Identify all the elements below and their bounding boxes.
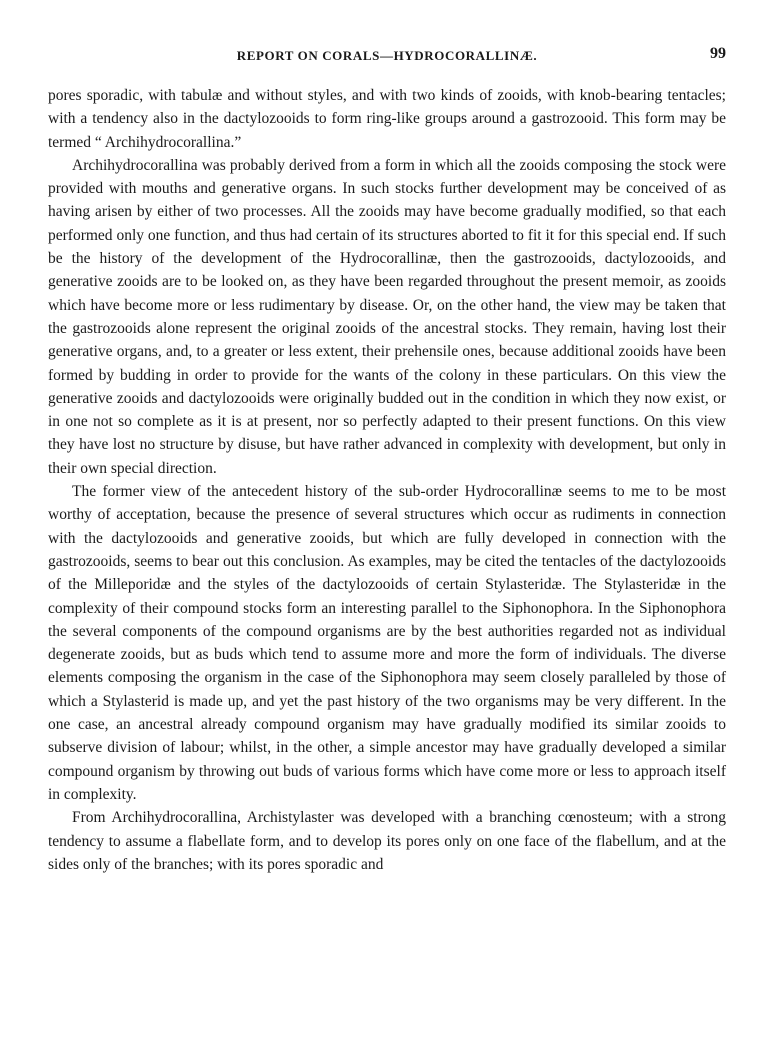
document-page bbox=[48, 44, 726, 876]
paragraph-continuation: pores sporadic, with tabulæ and without styles, and with two kinds of zooids, with knob-bearing tentacles; with a tendency also in the dactylozooids to form ring-like groups around a gastrozooid. This form may be termed “ Archihydrocorallina.” bbox=[48, 87, 726, 151]
page-header bbox=[48, 44, 726, 72]
paragraph-former-view: The former view of the antecedent history of the sub-order Hydrocorallinæ seems to me to be most worthy of acceptation, because the presence of several structures which occur as rudiments in connection with the dactylozooids and generative zooids, but which are fully developed in connection with the gastrozooids, seems to bear out this conclusion. As examples, may be cited the tentacles of the dactylozooids of the Milleporidæ and the styles of the dactylozooids of certain Stylasteridæ. The Stylasteridæ in the complexity of their compound stocks form an interesting parallel to the Siphonophora. In the Siphonophora the several components of the compound organisms are by the best authorities regarded not as individual degenerate zooids, but as buds which tend to assume more and more the form of individuals. The diverse elements composing the organism in the case of the Siphonophora may seem closely paralleled by those of which a Stylasterid is made up, and yet the past history of the two organisms may be very different. In the one case, an ancestral already compound organism may have gradually modified its similar zooids to subserve division of labour; whilst, in the other, a simple ancestor may have gradually developed a similar compound organism by throwing out buds of various forms which have come more or less to approach itself in complexity. bbox=[48, 483, 726, 803]
paragraph-archistylaster: From Archihydrocorallina, Archistylaster was developed with a branching cœnosteum; with a strong tendency to assume a flabellate form, and to develop its pores only on one face of the flabellum, and at the sides only of the branches; with its pores sporadic and bbox=[48, 809, 726, 873]
paragraph-archihydrocorallina-origin: Archihydrocorallina was probably derived from a form in which all the zooids composing the stock were provided with mouths and generative organs. In such stocks further development may be conceived of as having arisen by either of two processes. All the zooids may have become gradually modified, so that each performed only one function, and thus had certain of its structures aborted to fit it for this special end. If such be the history of the development of the Hydrocorallinæ, then the gastrozooids, dactylozooids, and generative zooids are to be looked on, as they have been regarded throughout the present memoir, as zooids which have become more or less rudimentary by disease. Or, on the other hand, the view may be taken that the gastrozooids alone represent the original zooids of the ancestral stocks. They remain, having lost their generative organs, and, to a greater or less extent, their prehensile ones, because additional zooids have been formed by budding in order to provide for the wants of the colony in these particulars. On this view the generative zooids and dactylozooids were originally budded out in the condition in which they now exist, or in one not so complete as it is at present, nor so perfectly adapted to their present functions. On this view they have lost no structure by disuse, but have rather advanced in complexity with development, but only in their own special direction. bbox=[48, 156, 726, 477]
page-number: 99 bbox=[710, 45, 726, 62]
body-text bbox=[48, 84, 726, 876]
running-title: REPORT ON CORALS—HYDROCORALLINÆ. bbox=[236, 48, 538, 63]
